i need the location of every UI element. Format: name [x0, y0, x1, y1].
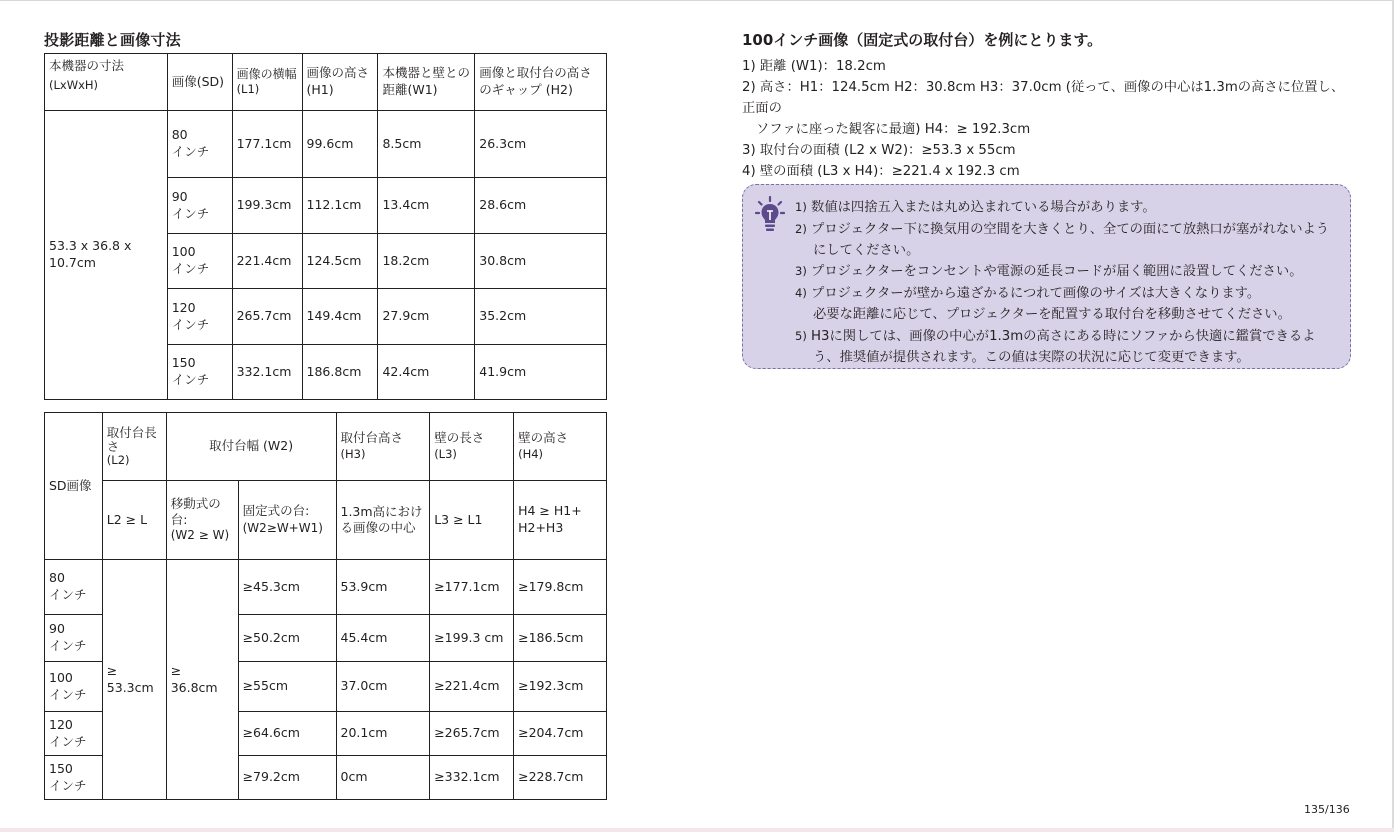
header-mount-length-sym: (L2): [106, 453, 130, 468]
size-cell: [167, 345, 232, 400]
size-unit: インチ: [171, 205, 210, 221]
header-mount-height: [336, 413, 430, 481]
table-subheader-row: [45, 481, 607, 560]
header-mount-width: 取付台幅 (W2): [166, 413, 336, 481]
header-dimension: [45, 54, 168, 111]
header-wall-height-sym: (H4): [518, 447, 544, 462]
header-image-width-sym: (L1): [236, 82, 260, 97]
size-cell: [167, 234, 232, 289]
note-item: [795, 283, 1340, 305]
size-cell: [45, 560, 103, 615]
size-unit: インチ: [171, 144, 210, 159]
size-cell: [45, 615, 103, 662]
note-item: [795, 261, 1340, 283]
l3-cell: ≥199.3 cm: [430, 615, 514, 662]
header-wall-length-label: 壁の長さ: [434, 430, 485, 446]
header-image-sd: 画像(SD): [167, 54, 232, 111]
h4-cell: ≥228.7cm: [514, 756, 607, 800]
note-item: [795, 219, 1340, 241]
note-item-continued: う、推奨値が提供されます。この値は実際の状況に応じて変更できます。: [813, 349, 1250, 365]
header-mount-height-sym: (H3): [340, 447, 366, 462]
size-value: 90: [171, 188, 188, 204]
sub-mobile-label: 移動式の台:: [170, 495, 221, 528]
sub-h4: H4 ≥ H1+ H2+H3: [514, 481, 607, 560]
l3-cell: ≥265.7cm: [430, 712, 514, 756]
size-unit: インチ: [49, 587, 87, 602]
sub-mobile: [166, 481, 238, 560]
h4-cell: ≥204.7cm: [514, 712, 607, 756]
size-value: 100: [171, 244, 196, 260]
size-value: 120: [49, 716, 73, 732]
header-mount-length-label: 取付台長さ: [106, 424, 157, 454]
w2-mobile-value-cell: [166, 560, 238, 800]
size-unit: インチ: [171, 261, 210, 276]
size-unit: インチ: [49, 638, 87, 653]
l1-cell: 177.1cm: [232, 111, 302, 178]
header-dimension-sym: (LxWxH): [49, 77, 99, 92]
size-cell: [167, 178, 232, 234]
table-row: [45, 560, 607, 615]
note-text: プロジェクターをコンセントや電源の延長コードが届く範囲に設置してください。: [811, 264, 1303, 280]
sub-h3: 1.3m高における画像の中心: [336, 481, 430, 560]
l3-cell: ≥332.1cm: [430, 756, 514, 800]
size-unit: インチ: [49, 733, 87, 749]
size-cell: [45, 712, 103, 756]
h1-cell: 124.5cm: [302, 234, 378, 289]
example-item: 1) 距離 (W1)：18.2cm: [742, 59, 886, 74]
note-text: H3に関しては、画像の中心が1.3mの高さにある時にソファから快適に鑑賞できるよ: [811, 328, 1316, 344]
note-number: 3): [795, 264, 807, 279]
sub-fixed-label: 固定式の台:: [242, 503, 310, 519]
size-cell: [167, 111, 232, 178]
h1-cell: 112.1cm: [302, 178, 378, 234]
note-number: 2): [795, 221, 807, 236]
h4-cell: ≥192.3cm: [514, 662, 607, 712]
example-list: [742, 56, 1357, 182]
note-item: [795, 197, 1340, 219]
size-cell: [45, 756, 103, 800]
page-bottom-strip: [0, 828, 1394, 832]
h3-cell: 45.4cm: [336, 615, 430, 662]
h3-cell: 37.0cm: [336, 662, 430, 712]
header-mount-height-label: 取付台高さ: [340, 430, 404, 446]
size-value: 90: [49, 621, 65, 637]
note-list: [795, 197, 1340, 368]
w2-fixed-cell: ≥79.2cm: [238, 756, 336, 800]
w1-cell: 42.4cm: [378, 345, 475, 400]
w2-mobile-value: 36.8cm: [170, 679, 218, 695]
table-header-row: [45, 54, 607, 111]
example-item-continued: ソファに座った観客に最適) H4：≥ 192.3cm: [756, 122, 1031, 137]
section-title: 投影距離と画像寸法: [44, 31, 181, 49]
l2-value-cell: [102, 560, 166, 800]
note-text: 数値は四捨五入または丸め込まれている場合があります。: [811, 200, 1156, 215]
note-box: [742, 184, 1351, 369]
header-wall-height-label: 壁の高さ: [518, 430, 569, 446]
header-image-width: [232, 54, 302, 111]
h4-cell: ≥186.5cm: [514, 615, 607, 662]
size-value: 80: [49, 570, 65, 586]
note-number: 1): [795, 200, 807, 214]
header-mount-length: [102, 413, 166, 481]
header-sd-image: SD画像: [45, 413, 103, 560]
header-wall-height: [514, 413, 607, 481]
w1-cell: 27.9cm: [378, 289, 475, 345]
sub-fixed: [238, 481, 336, 560]
w2-fixed-cell: ≥64.6cm: [238, 712, 336, 756]
size-value: 150: [171, 355, 196, 371]
h1-cell: 99.6cm: [302, 111, 378, 178]
size-value: 100: [49, 669, 73, 685]
l1-cell: 332.1cm: [232, 345, 302, 400]
header-wall-length: [430, 413, 514, 481]
size-cell: [45, 662, 103, 712]
header-wall-distance: 本機器と壁との距離(W1): [378, 54, 475, 111]
note-number: 4): [795, 286, 807, 301]
table-header-row: [45, 413, 607, 481]
note-text: プロジェクター下に換気用の空間を大きくとり、全ての面にて放熱口が塞がれないよう: [811, 221, 1330, 237]
h1-cell: 149.4cm: [302, 289, 378, 345]
w1-cell: 13.4cm: [378, 178, 475, 234]
w2-mobile-ge: ≥: [170, 662, 182, 678]
size-cell: [167, 289, 232, 345]
l3-cell: ≥177.1cm: [430, 560, 514, 615]
example-item: 4) 壁の面積 (L3 x H4)：≥221.4 x 192.3 cm: [742, 164, 1020, 179]
w2-fixed-cell: ≥45.3cm: [238, 560, 336, 615]
w1-cell: 8.5cm: [378, 111, 475, 178]
example-item: 2) 高さ：H1：124.5cm H2：30.8cm H3：37.0cm (従って、画像の中心は1.3mの高さに位置し、正面の: [742, 80, 1345, 116]
l2-ge: ≥: [106, 662, 118, 678]
h3-cell: 0cm: [336, 756, 430, 800]
sub-mobile-cond: (W2 ≥ W): [170, 528, 230, 543]
note-item: [795, 326, 1340, 348]
h4-cell: ≥179.8cm: [514, 560, 607, 615]
header-dimension-label: 本機器の寸法: [49, 58, 125, 73]
h3-cell: 20.1cm: [336, 712, 430, 756]
size-unit: インチ: [171, 372, 210, 387]
page-number: 135/136: [1304, 803, 1350, 816]
example-item: 3) 取付台の面積 (L2 x W2)：≥53.3 x 55cm: [742, 143, 1016, 158]
size-value: 80: [171, 127, 188, 143]
header-image-width-label: 画像の横幅: [236, 67, 297, 82]
note-item-continued: 必要な距離に応じて、プロジェクターを配置する取付台を移動させてください。: [813, 306, 1291, 322]
note-text: プロジェクターが壁から遠ざかるにつれて画像のサイズは大きくなります。: [811, 286, 1261, 302]
header-image-height: 画像の高さ(H1): [302, 54, 378, 111]
dimension-cell: 53.3 x 36.8 x 10.7cm: [45, 111, 168, 400]
page-top-border: [0, 0, 1394, 1]
sub-fixed-cond: (W2≥W+W1): [242, 521, 323, 536]
size-value: 120: [171, 299, 196, 315]
mount-table: [44, 412, 607, 800]
l1-cell: 265.7cm: [232, 289, 302, 345]
sub-l3: L3 ≥ L1: [430, 481, 514, 560]
w2-fixed-cell: ≥55cm: [238, 662, 336, 712]
size-unit: インチ: [49, 686, 87, 702]
note-item-continued: にしてください。: [813, 242, 920, 258]
lightbulb-icon: [755, 195, 785, 235]
w2-fixed-cell: ≥50.2cm: [238, 615, 336, 662]
h2-cell: 28.6cm: [475, 178, 607, 234]
size-unit: インチ: [49, 777, 87, 793]
l1-cell: 221.4cm: [232, 234, 302, 289]
h1-cell: 186.8cm: [302, 345, 378, 400]
example-title: 100インチ画像（固定式の取付台）を例にとります。: [742, 31, 1103, 49]
header-wall-length-sym: (L3): [434, 447, 457, 462]
h2-cell: 41.9cm: [475, 345, 607, 400]
h3-cell: 53.9cm: [336, 560, 430, 615]
note-number: 5): [795, 328, 807, 343]
w1-cell: 18.2cm: [378, 234, 475, 289]
l1-cell: 199.3cm: [232, 178, 302, 234]
size-value: 150: [49, 760, 73, 776]
header-gap: 画像と取付台の高さのギャップ (H2): [475, 54, 607, 111]
size-unit: インチ: [171, 316, 210, 332]
sub-l2: L2 ≥ L: [102, 481, 166, 560]
projection-table: [44, 53, 607, 400]
l2-value: 53.3cm: [106, 679, 154, 695]
h2-cell: 35.2cm: [475, 289, 607, 345]
h2-cell: 30.8cm: [475, 234, 607, 289]
table-row: [45, 111, 607, 178]
l3-cell: ≥221.4cm: [430, 662, 514, 712]
h2-cell: 26.3cm: [475, 111, 607, 178]
